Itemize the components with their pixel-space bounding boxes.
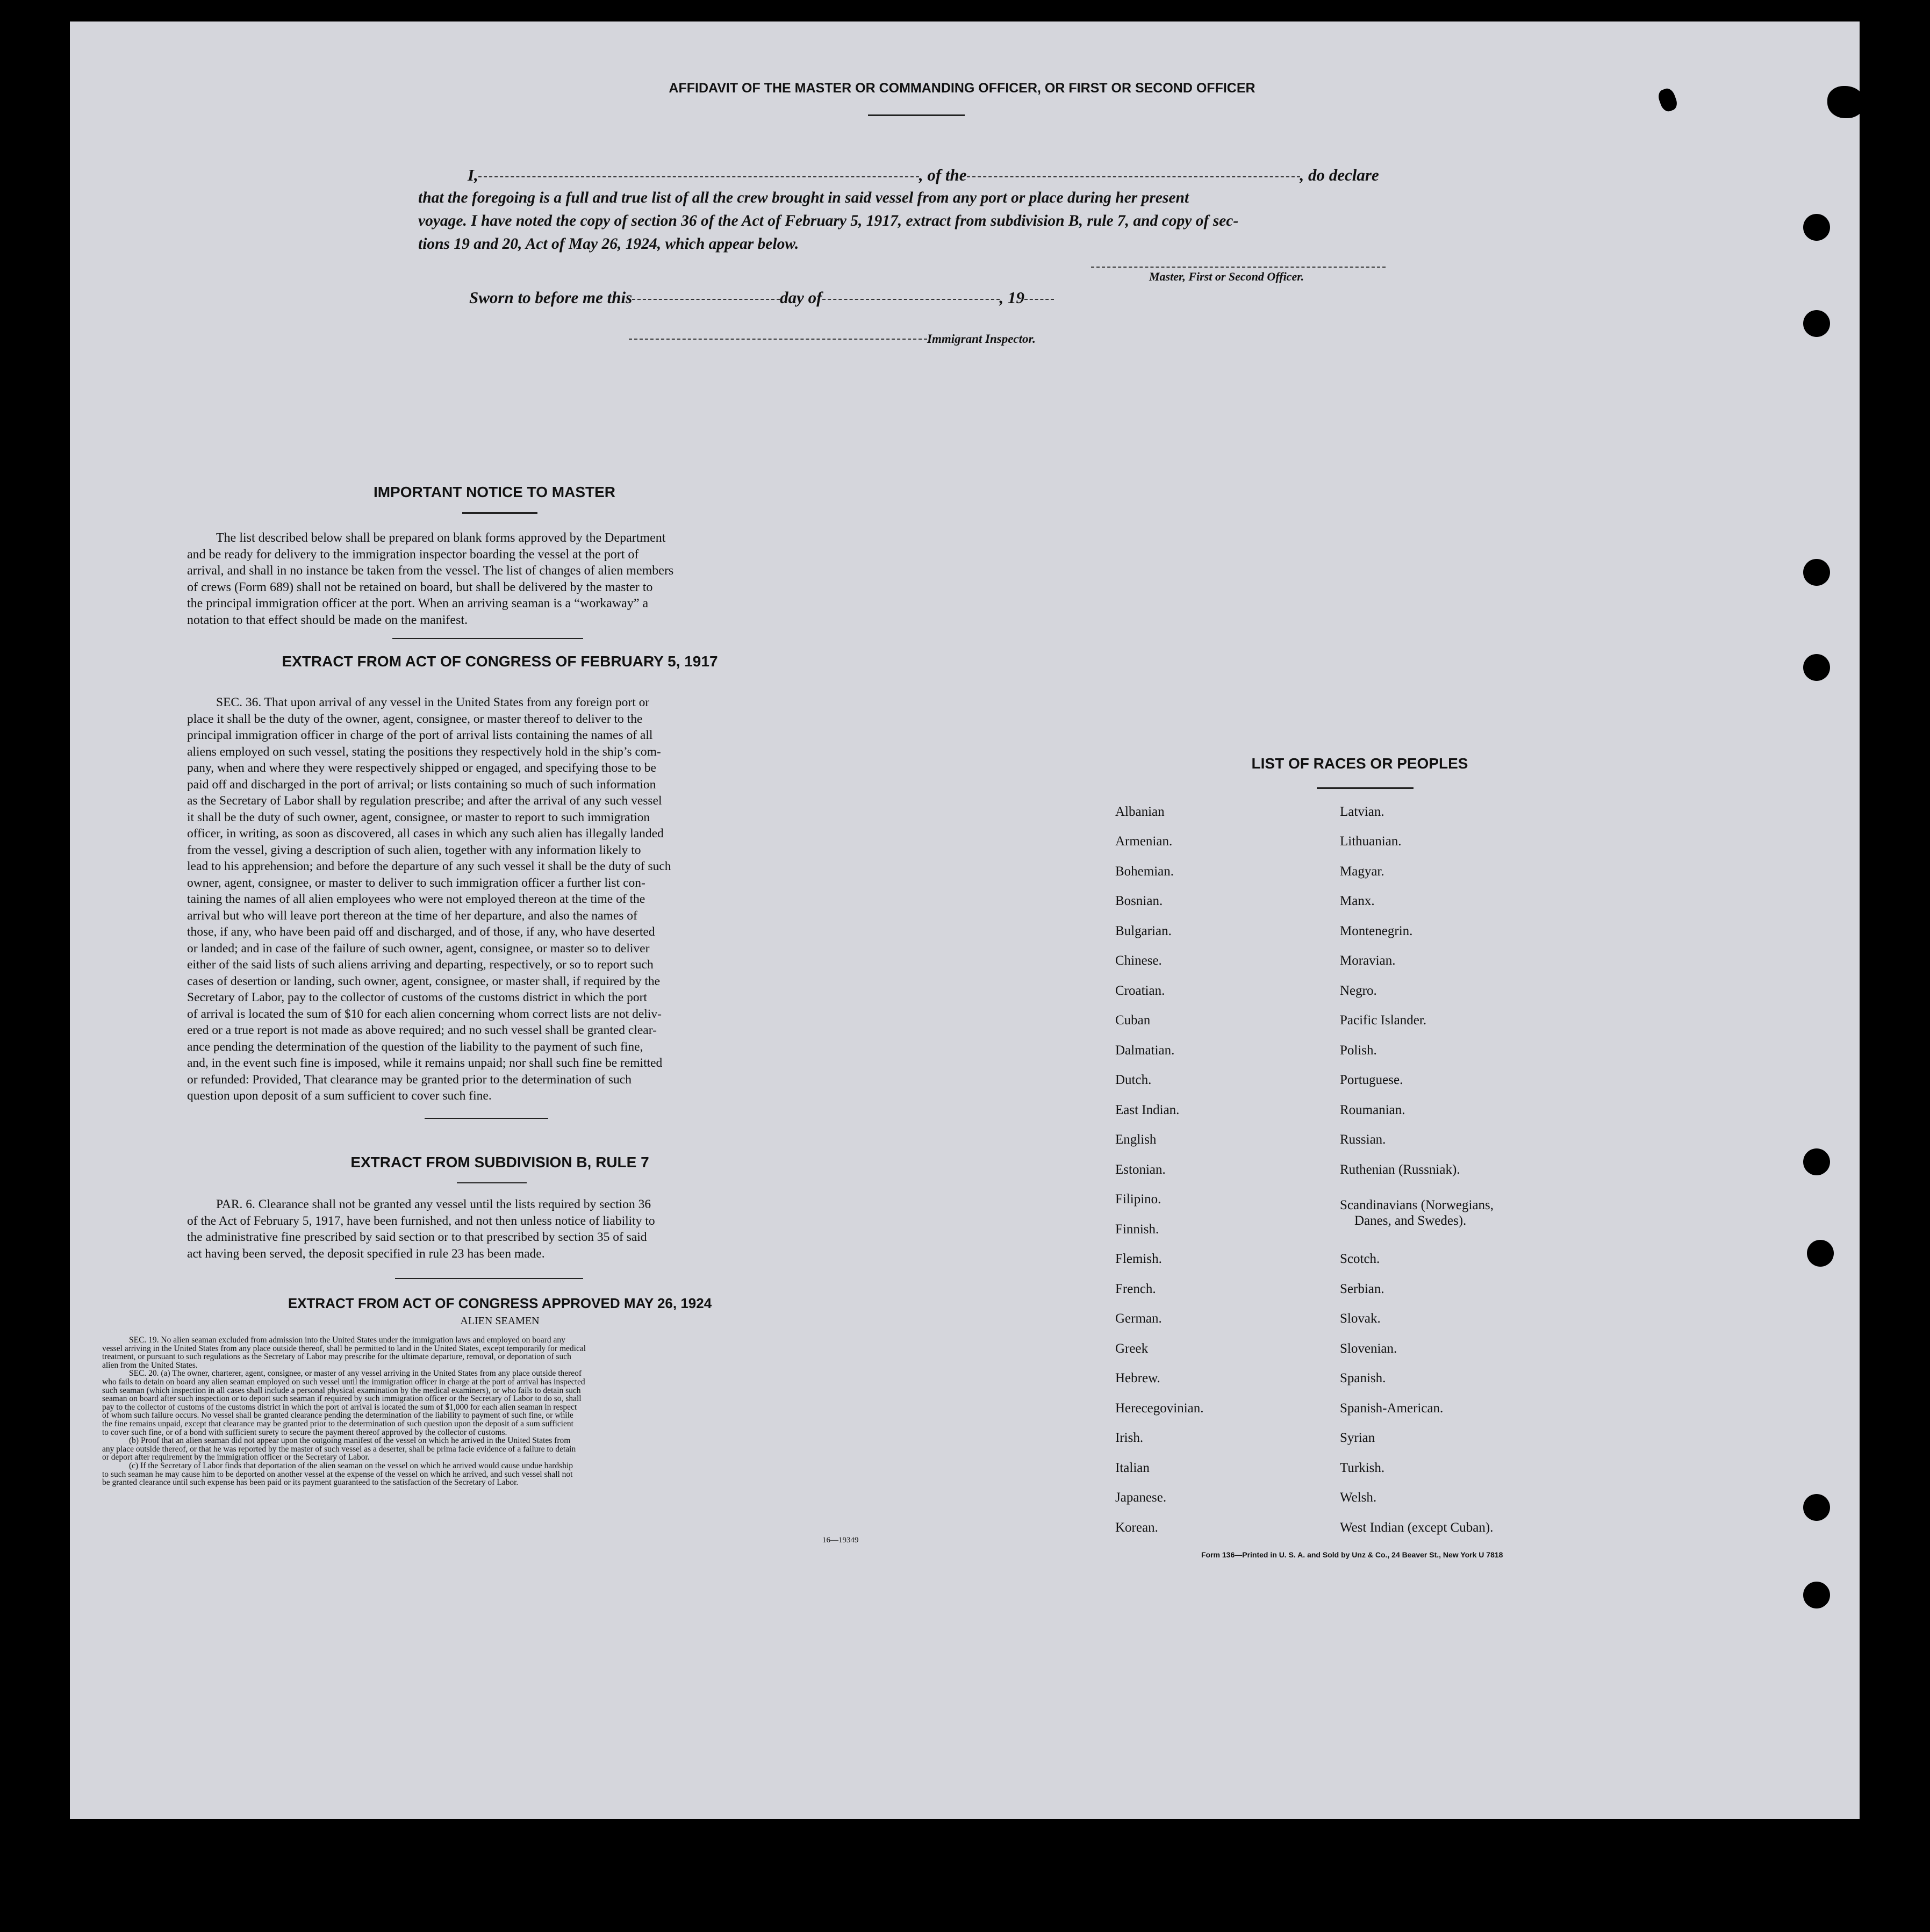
race-item: Pacific Islander.	[1340, 1013, 1427, 1028]
race-item: English	[1115, 1132, 1157, 1147]
race-item: Welsh.	[1340, 1490, 1377, 1505]
race-item: German.	[1115, 1311, 1162, 1326]
affidavit-line-3: voyage. I have noted the copy of section 36 of the Act of February 5, 1917, extract from subdivision B, rule 7, and copy of sec-	[418, 212, 1239, 229]
extract-rule7-title: EXTRACT FROM SUBDIVISION B, RULE 7	[350, 1154, 649, 1170]
race-item: Spanish.	[1340, 1371, 1386, 1385]
race-item: Flemish.	[1115, 1252, 1162, 1266]
month-blank[interactable]	[822, 299, 1000, 300]
race-item: Serbian.	[1340, 1282, 1384, 1296]
race-item: Manx.	[1340, 894, 1375, 908]
race-item: Montenegrin.	[1340, 924, 1413, 938]
race-item: Slovenian.	[1340, 1341, 1397, 1356]
punch-hole	[1803, 559, 1830, 586]
race-item: Moravian.	[1340, 953, 1396, 968]
inspector-blank[interactable]	[629, 339, 927, 340]
notice-title: IMPORTANT NOTICE TO MASTER	[373, 484, 616, 500]
race-item: Korean.	[1115, 1520, 1158, 1535]
extract-1917-title: EXTRACT FROM ACT OF CONGRESS OF FEBRUARY 5, 1917	[282, 653, 718, 670]
title-rule	[868, 114, 965, 116]
extract-rule7-divider	[395, 1278, 583, 1279]
extract-1924-text: SEC. 19. No alien seaman excluded from admission into the United States under the immigration laws and employed on board any vessel arriving in the United States from any place outside thereof, shall be permitted to land in the United States, except temporarily for medical treatment, or pursuant to such regulations as the Secretary of Labor may prescribe for the ultimate departure, removal, or deportation of such alien from the United States. SEC. 20. (a) The owner, charterer, agent, consignee, or master of any vessel arriving in the United States from any place outside thereof who fails to detain on board any alien seaman employed on such vessel until the immigration officer in charge at the port of arrival has inspected such seaman (which inspection in all cases shall include a personal physical examination by the medical examiners), or who fails to detain such seaman on board after such inspection or to deport such seaman if required by such immigration officer or the Secretary of Labor to do so, shall pay to the collector of customs of the customs district in which the port of arrival is located the sum of $1,000 for each alien seaman in respect of whom such failure occurs. No vessel shall be granted clearance pending the determination of the liability to payment of such fine, or while the fine remains unpaid, except that clearance may be granted prior to the determination of such question upon the deposit of a sum sufficient to cover such fine, or of a bond with sufficient surety to secure the payment thereof approved by the collector of customs. (b) Proof that an alien seaman did not appear upon the outgoing manifest of the vessel on which he arrived in the United States from any place outside thereof, or that he was reported by the master of such vessel as a deserter, shall be prima facie evidence of a failure to detain or deport after requirement by the immigration officer or the Secretary of Labor. (c) If the Secretary of Labor finds that deportation of the alien seaman on the vessel on which he arrived would cause undue hardship to such seaman he may cause him to be deported on another vessel at the expense of the vessel on which he arrived, and such vessel shall not be granted clearance until such expense has been paid or its payment guaranteed to the satisfaction of the Secretary of Labor.	[102, 1335, 586, 1488]
race-item: Herecegovinian.	[1115, 1401, 1204, 1416]
race-item: Danes, and Swedes).	[1354, 1213, 1467, 1228]
race-item: Dalmatian.	[1115, 1043, 1175, 1058]
race-item: Syrian	[1340, 1431, 1375, 1445]
punch-hole	[1803, 1148, 1830, 1175]
race-item: Irish.	[1115, 1431, 1144, 1445]
inspector-line: Immigrant Inspector.	[629, 332, 1036, 346]
day-blank[interactable]	[632, 299, 780, 300]
race-item: Latvian.	[1340, 805, 1384, 819]
punch-hole	[1807, 1240, 1834, 1267]
race-item: Finnish.	[1115, 1222, 1159, 1237]
ink-blot	[1827, 86, 1865, 118]
race-item: Bosnian.	[1115, 894, 1163, 908]
year-blank[interactable]	[1024, 299, 1054, 300]
race-item: Scotch.	[1340, 1252, 1380, 1266]
race-item: Albanian	[1115, 805, 1165, 819]
punch-hole	[1803, 1582, 1830, 1608]
races-rule	[1317, 787, 1414, 789]
notice-rule	[462, 512, 537, 514]
race-item: Filipino.	[1115, 1192, 1161, 1206]
race-item: East Indian.	[1115, 1103, 1180, 1117]
affidavit-line-2: that the foregoing is a full and true list of all the crew brought in said vessel from any port or place during her present	[418, 189, 1189, 206]
notice-text: The list described below shall be prepared on blank forms approved by the Department and be ready for delivery to the immigration inspector boarding the vessel at the port of arrival, and shall in no instance be taken from the vessel. The list of changes of alien members of crews (Form 689) shall not be retained on board, but shall be delivered by the master to the principal immigration officer at the port. When an arriving seaman is a “workaway” a notation to that effect should be made on the manifest.	[187, 531, 674, 627]
race-item: Estonian.	[1115, 1162, 1166, 1177]
extract-rule7-rule	[457, 1182, 527, 1183]
punch-hole	[1803, 214, 1830, 241]
race-item: West Indian (except Cuban).	[1340, 1520, 1494, 1535]
notice-divider	[392, 638, 583, 639]
race-item: Russian.	[1340, 1132, 1386, 1147]
race-item: Polish.	[1340, 1043, 1377, 1058]
form-number: 16—19349	[822, 1536, 859, 1545]
race-item: Greek	[1115, 1341, 1149, 1356]
name-blank[interactable]	[478, 176, 919, 177]
race-item: Roumanian.	[1340, 1103, 1405, 1117]
race-item: Bohemian.	[1115, 864, 1174, 879]
affidavit-line-1: I, , of the , do declare	[468, 166, 1379, 184]
race-item: Cuban	[1115, 1013, 1151, 1028]
race-item: Magyar.	[1340, 864, 1384, 879]
race-item: Dutch.	[1115, 1073, 1152, 1087]
race-item: Turkish.	[1340, 1461, 1385, 1475]
race-item: Slovak.	[1340, 1311, 1381, 1326]
document-page	[70, 21, 1860, 1819]
race-item: Croatian.	[1115, 983, 1165, 998]
extract-1924-title: EXTRACT FROM ACT OF CONGRESS APPROVED MAY 26, 1924	[288, 1295, 712, 1311]
vessel-blank[interactable]	[967, 176, 1300, 177]
race-item: Portuguese.	[1340, 1073, 1403, 1087]
affidavit-title: AFFIDAVIT OF THE MASTER OR COMMANDING OFFICER, OR FIRST OR SECOND OFFICER	[669, 81, 1255, 96]
extract-1917-text: SEC. 36. That upon arrival of any vessel in the United States from any foreign port or place it shall be the duty of the owner, agent, consignee, or master thereof to deliver to the principal immigration officer in charge of the port of arrival lists containing the names of all aliens employed on such vessel, stating the positions they respectively hold in the ship’s com- pany, when and where they were respectively shipped or engaged, and specifying those to be paid off and discharged in the port of arrival; or lists containing so much of such information as the Secretary of Labor shall by regulation prescribe; and after the arrival of any such vessel it shall be the duty of such owner, agent, consignee, or master to report to such immigration officer, in writing, as soon as discovered, all cases in which any such alien has illegally landed from the vessel, giving a description of such alien, together with any information likely to lead to his apprehension; and before the departure of any such vessel it shall be the duty of such owner, agent, consignee, or master to deliver to such immigration officer a further list con- taining the names of all alien employees who were not employed thereon at the time of the arrival but who will leave port thereon at the time of her departure, and also the names of those, if any, who have been paid off and discharged, and of those, if any, who have deserted or landed; and in case of the failure of such owner, agent, consignee, or master so to deliver either of the said lists of such aliens arriving and departing, respectively, or so to report such cases of desertion or landing, such owner, agent, consignee, or master shall, if required by the Secretary of Labor, pay to the collector of customs of the customs district in which the port of arrival is located the sum of $10 for each alien concerning whom correct lists are not deliv- ered or a true report is not made as above required; and no such vessel shall be granted clear- ance pending the determination of the question of the liability to the payment of such fine, and, in the event such fine is imposed, while it remains unpaid; nor shall such fine be remitted or refunded: Provided, That clearance may be granted prior to the determination of such question upon deposit of a sum sufficient to cover such fine.	[187, 695, 671, 1103]
race-item: Scandinavians (Norwegians,	[1340, 1198, 1494, 1212]
race-item: Italian	[1115, 1461, 1150, 1475]
race-item: Armenian.	[1115, 834, 1173, 849]
extract-1924-subtitle: ALIEN SEAMEN	[460, 1315, 540, 1327]
signature-line[interactable]	[1091, 267, 1386, 268]
race-item: Bulgarian.	[1115, 924, 1172, 938]
extract-rule7-text: PAR. 6. Clearance shall not be granted any vessel until the lists required by section 36 of the Act of February 5, 1917, have been furnished, and not then unless notice of liability to the administrative fine prescribed by said section or to that prescribed by section 35 of said act having been served, the deposit specified in rule 23 has been made.	[187, 1197, 655, 1261]
races-title: LIST OF RACES OR PEOPLES	[1251, 755, 1468, 772]
race-item: Lithuanian.	[1340, 834, 1402, 849]
affidavit-line-4: tions 19 and 20, Act of May 26, 1924, which appear below.	[418, 235, 799, 253]
sworn-line: Sworn to before me this day of , 19	[469, 288, 1054, 307]
punch-hole	[1803, 310, 1830, 337]
printer-imprint: Form 136—Printed in U. S. A. and Sold by Unz & Co., 24 Beaver St., New York U 7818	[1201, 1550, 1503, 1559]
punch-hole	[1803, 1494, 1830, 1521]
race-item: Japanese.	[1115, 1490, 1167, 1505]
extract-1917-divider	[425, 1118, 548, 1119]
race-item: Chinese.	[1115, 953, 1162, 968]
race-item: Spanish-American.	[1340, 1401, 1444, 1416]
race-item: Ruthenian (Russniak).	[1340, 1162, 1460, 1177]
race-item: Hebrew.	[1115, 1371, 1160, 1385]
punch-hole	[1803, 654, 1830, 681]
race-item: French.	[1115, 1282, 1156, 1296]
signature-caption: Master, First or Second Officer.	[1149, 270, 1304, 283]
race-item: Negro.	[1340, 983, 1377, 998]
